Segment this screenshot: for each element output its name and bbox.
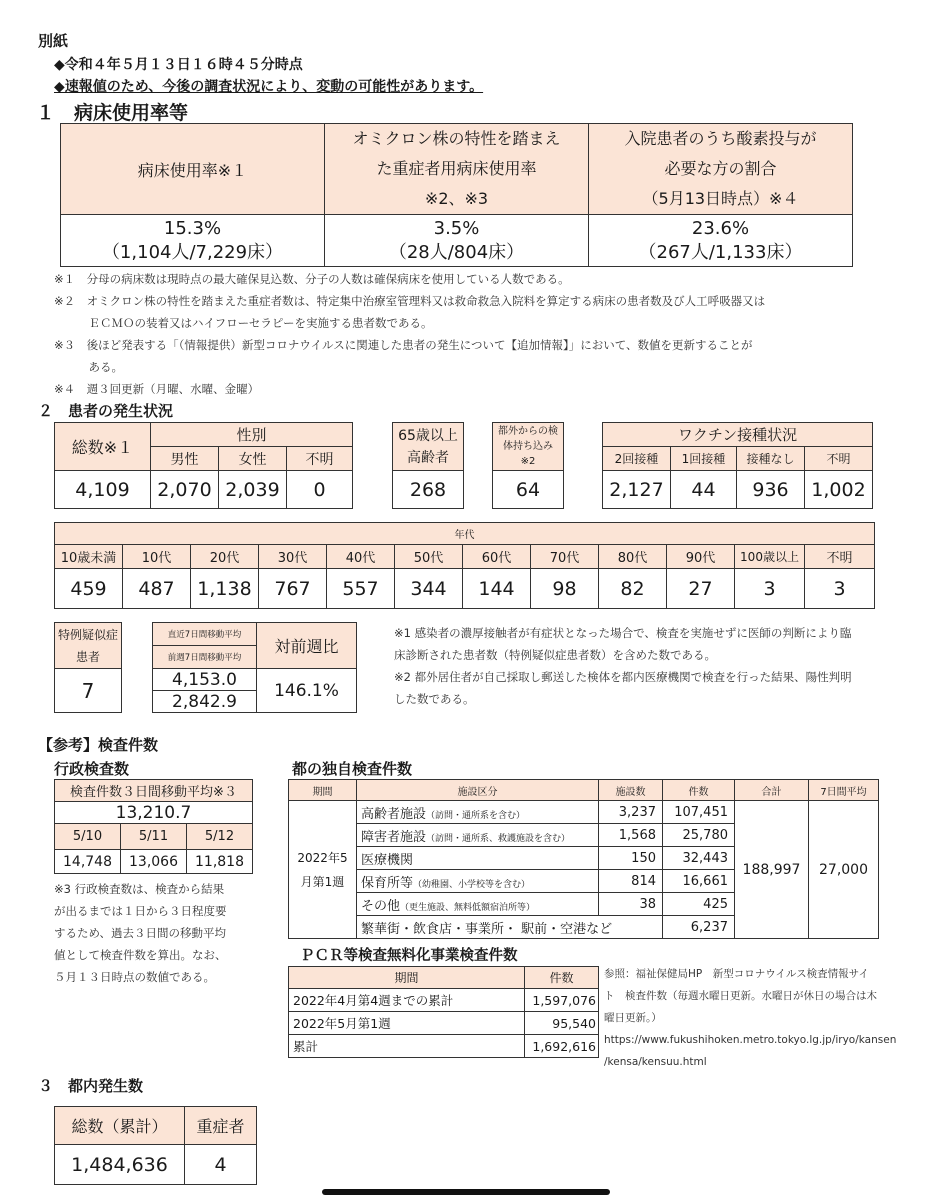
age-value: 459 xyxy=(55,569,123,609)
vaccine-unknown-value: 1,002 xyxy=(805,471,873,509)
severe-bed-usage-header: オミクロン株の特性を踏まえ た重症者用病床使用率 ※2、※3 xyxy=(325,124,589,215)
age-col-label: 30代 xyxy=(259,545,327,569)
tokyo-header: 件数 xyxy=(663,780,735,801)
male-label: 男性 xyxy=(151,447,219,471)
attachment-label: 別紙 xyxy=(38,32,69,50)
bed-usage-header: 病床使用率※１ xyxy=(61,124,325,215)
vaccine-label: ワクチン接種状況 xyxy=(603,423,873,447)
age-value: 767 xyxy=(259,569,327,609)
admin-date: 5/12 xyxy=(187,824,253,850)
elderly-table xyxy=(392,422,464,509)
weekly-table xyxy=(152,622,357,713)
test-count: 6,237 xyxy=(663,916,735,939)
test-count: 107,451 xyxy=(663,801,735,824)
vaccine-2dose-label: 2回接種 xyxy=(603,447,671,471)
admin-date: 5/10 xyxy=(55,824,121,850)
timestamp: ◆令和４年５月１３日１６時４５分時点 xyxy=(54,57,303,73)
suspected-table xyxy=(54,622,122,713)
age-table xyxy=(54,522,875,609)
age-label: 年代 xyxy=(55,523,875,545)
external-value: 64 xyxy=(493,471,564,509)
admin-daily-value: 14,748 xyxy=(55,850,121,874)
male-value: 2,070 xyxy=(151,471,219,509)
oxygen-ratio-value: 23.6% （267人/1,133床） xyxy=(589,215,853,267)
external-table xyxy=(492,422,564,509)
facility-count: 814 xyxy=(599,870,663,893)
facility-category: 医療機関 xyxy=(357,847,599,870)
oxygen-ratio-header: 入院患者のうち酸素投与が 必要な方の割合 （5月13日時点）※４ xyxy=(589,124,853,215)
prev-avg-label: 前週7日間移動平均 xyxy=(153,646,257,669)
total-label: 総数※１ xyxy=(55,423,151,471)
tokyo-cases-table xyxy=(54,1106,257,1185)
facility-category: 繁華街・飲食店・事業所・ 駅前・空港など xyxy=(357,916,663,939)
tokyo-7day-avg: 27,000 xyxy=(809,801,879,939)
pcr-title: ＰＣＲ等検査無料化事業検査件数 xyxy=(300,948,518,964)
bed-usage-table xyxy=(60,123,853,267)
recent-avg-value: 4,153.0 xyxy=(153,669,257,691)
total-value: 4,109 xyxy=(55,471,151,509)
source-url-cont[interactable]: /kensa/kensuu.html xyxy=(604,1056,707,1068)
age-value: 557 xyxy=(327,569,395,609)
reference-title: 【参考】検査件数 xyxy=(38,736,159,754)
total-gender-table xyxy=(54,422,353,509)
age-col-label: 60代 xyxy=(463,545,531,569)
tokyo-header: 施設数 xyxy=(599,780,663,801)
severe-label: 重症者 xyxy=(185,1107,257,1145)
vaccine-2dose-value: 2,127 xyxy=(603,471,671,509)
facility-category: 保育所等（幼稚園、小学校等を含む） xyxy=(357,870,599,893)
tokyo-test-title: 都の独自検査件数 xyxy=(292,760,413,778)
pcr-count: 1,597,076 xyxy=(525,989,599,1012)
admin-test-title: 行政検査数 xyxy=(54,760,130,778)
age-col-label: 40代 xyxy=(327,545,395,569)
suspected-value: 7 xyxy=(55,669,122,713)
admin-avg-value: 13,210.7 xyxy=(55,802,253,824)
admin-date: 5/11 xyxy=(121,824,187,850)
ratio-value: 146.1% xyxy=(257,669,357,713)
admin-notes: ※3 行政検査数は、検査から結果 が出るまでは１日から３日程度要 するため、過去３日間の移動平均 値として検査件数を算出。なお、 ５月１３日時点の数値である。 xyxy=(54,882,227,984)
severe-value: 4 xyxy=(185,1145,257,1185)
recent-avg-label: 直近7日間移動平均 xyxy=(153,623,257,646)
vaccine-1dose-value: 44 xyxy=(671,471,737,509)
pcr-period: 2022年4月第4週までの累計 xyxy=(289,989,525,1012)
tokyo-header: 施設区分 xyxy=(357,780,599,801)
facility-count: 150 xyxy=(599,847,663,870)
facility-count: 1,568 xyxy=(599,824,663,847)
admin-avg-label: 検査件数３日間移動平均※３ xyxy=(55,780,253,802)
age-col-label: 10歳未満 xyxy=(55,545,123,569)
female-label: 女性 xyxy=(219,447,287,471)
test-count: 425 xyxy=(663,893,735,916)
age-value: 487 xyxy=(123,569,191,609)
cumulative-value: 1,484,636 xyxy=(55,1145,185,1185)
severe-bed-usage-value: 3.5% （28人/804床） xyxy=(325,215,589,267)
vaccine-none-label: 接種なし xyxy=(737,447,805,471)
age-value: 344 xyxy=(395,569,463,609)
test-count: 16,661 xyxy=(663,870,735,893)
vaccine-1dose-label: 1回接種 xyxy=(671,447,737,471)
external-label: 都外からの検 体持ち込み ※2 xyxy=(493,423,564,471)
section3-title: ３ 都内発生数 xyxy=(38,1077,144,1095)
facility-count: 3,237 xyxy=(599,801,663,824)
notice: ◆速報値のため、今後の調査状況により、変動の可能性があります。 xyxy=(54,79,484,95)
cumulative-label: 総数（累計） xyxy=(55,1107,185,1145)
admin-daily-value: 11,818 xyxy=(187,850,253,874)
elderly-label: 65歳以上 高齢者 xyxy=(393,423,464,471)
admin-test-table xyxy=(54,779,253,874)
facility-category: 障害者施設（訪問・通所系、救護施設を含む） xyxy=(357,824,599,847)
age-col-label: 20代 xyxy=(191,545,259,569)
age-col-label: 100歳以上 xyxy=(735,545,805,569)
pcr-header: 期間 xyxy=(289,967,525,989)
age-value: 3 xyxy=(735,569,805,609)
age-col-label: 90代 xyxy=(667,545,735,569)
age-col-label: 10代 xyxy=(123,545,191,569)
bed-usage-value: 15.3% （1,104人/7,229床） xyxy=(61,215,325,267)
pcr-period: 累計 xyxy=(289,1035,525,1058)
tokyo-total: 188,997 xyxy=(735,801,809,939)
elderly-value: 268 xyxy=(393,471,464,509)
pcr-table xyxy=(288,966,599,1058)
pcr-count: 95,540 xyxy=(525,1012,599,1035)
tokyo-header: 7日間平均 xyxy=(809,780,879,801)
facility-category: 高齢者施設（訪問・通所系を含む） xyxy=(357,801,599,824)
source-url[interactable]: https://www.fukushihoken.metro.tokyo.lg.jp/iryo/kansen xyxy=(604,1034,897,1046)
source-note: 参照：福祉保健局HP 新型コロナウイルス検査情報サイ ト 検査件数（毎週水曜日更新。水曜日が休日の場合は木 曜日更新。） https://www.fukushihoken.metro.tokyo.lg.jp/iryo/kansen /kensa/kensuu.html xyxy=(604,963,916,1073)
section2-notes: ※1 感染者の濃厚接触者が有症状となった場合で、検査を実施せずに医師の判断により臨 床診断された患者数（特例疑似症患者数）を含めた数である。 ※2 都外居住者が自己採取し郵送した検体を都内医療機関で検査を行った結果、陽性判明 した数である。 xyxy=(394,626,852,706)
facility-category: その他（更生施設、無料低額宿泊所等） xyxy=(357,893,599,916)
prev-avg-value: 2,842.9 xyxy=(153,691,257,713)
test-count: 25,780 xyxy=(663,824,735,847)
age-col-label: 80代 xyxy=(599,545,667,569)
test-count: 32,443 xyxy=(663,847,735,870)
section1-notes: ※１ 分母の病床数は現時点の最大確保見込数、分子の人数は確保病床を使用している人数である。 ※２ オミクロン株の特性を踏まえた重症者数は、特定集中治療室管理料又は救命救急入院料を算定する病床の患者数及び人工呼吸器又は ＥＣＭＯの装着又はハイフローセラピーを実施する患者数である。 ※３ 後ほど発表する「（情報提供）新型コロナウイルスに関連した患者の発生について【追加情報】」において、数値を更新することが ある。 ※４ 週３回更新（月曜、水曜、金曜） xyxy=(54,272,766,396)
tokyo-test-table xyxy=(288,779,879,939)
gender-label: 性別 xyxy=(151,423,353,447)
tokyo-period: 2022年5 月第1週 xyxy=(289,801,357,939)
pcr-period: 2022年5月第1週 xyxy=(289,1012,525,1035)
age-value: 82 xyxy=(599,569,667,609)
facility-count: 38 xyxy=(599,893,663,916)
section2-title: ２ 患者の発生状況 xyxy=(38,402,174,420)
pcr-count: 1,692,616 xyxy=(525,1035,599,1058)
age-value: 3 xyxy=(805,569,875,609)
section1-title: １ 病床使用率等 xyxy=(36,102,189,124)
vaccine-unknown-label: 不明 xyxy=(805,447,873,471)
age-col-label: 50代 xyxy=(395,545,463,569)
age-value: 98 xyxy=(531,569,599,609)
female-value: 2,039 xyxy=(219,471,287,509)
age-value: 144 xyxy=(463,569,531,609)
age-col-label: 不明 xyxy=(805,545,875,569)
age-value: 1,138 xyxy=(191,569,259,609)
age-col-label: 70代 xyxy=(531,545,599,569)
tokyo-header: 合計 xyxy=(735,780,809,801)
suspected-label: 特例疑似症 患者 xyxy=(55,623,122,669)
gender-unknown-value: 0 xyxy=(287,471,353,509)
vaccine-none-value: 936 xyxy=(737,471,805,509)
ratio-label: 対前週比 xyxy=(257,623,357,669)
vaccine-table xyxy=(602,422,873,509)
admin-daily-value: 13,066 xyxy=(121,850,187,874)
tokyo-header: 期間 xyxy=(289,780,357,801)
gender-unknown-label: 不明 xyxy=(287,447,353,471)
age-value: 27 xyxy=(667,569,735,609)
home-indicator[interactable] xyxy=(322,1189,610,1195)
pcr-header: 件数 xyxy=(525,967,599,989)
